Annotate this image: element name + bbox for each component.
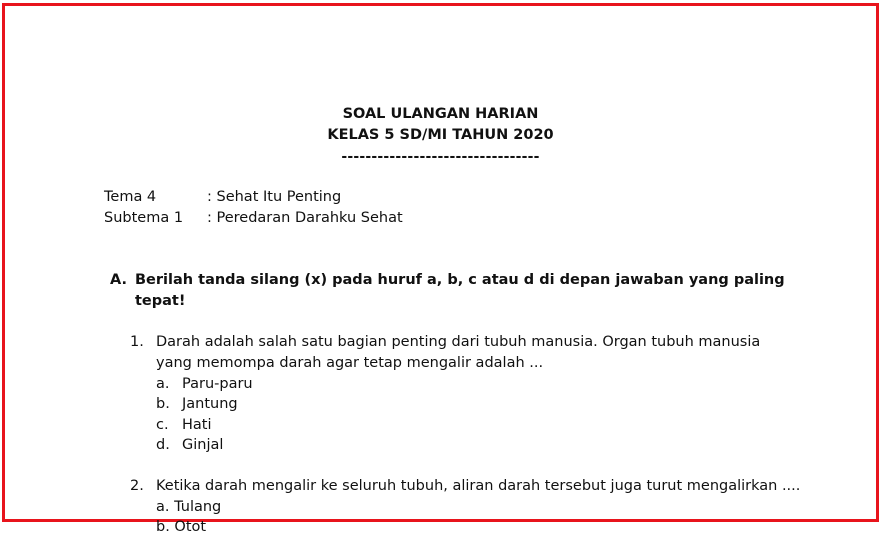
meta-label-subtema: Subtema 1 [104,210,184,226]
question-number: 2. [130,478,144,494]
section-letter: A. [110,272,127,288]
meta-value-tema: : Sehat Itu Penting [207,189,342,205]
question-text: Ketika darah mengalir ke seluruh tubuh, aliran darah tersebut juga turut mengalirkan .... [156,478,801,494]
document-page [5,6,876,535]
document-subtitle: KELAS 5 SD/MI TAHUN 2020 [327,127,554,143]
meta-label-tema: Tema 4 [104,189,157,205]
meta-value-subtema: : Peredaran Darahku Sehat [207,210,403,226]
option-text: Ginjal [182,437,224,453]
option-text: Hati [182,417,212,433]
option-text: a. Tulang [156,499,222,515]
question-number: 1. [130,334,144,350]
option-text: Paru-paru [182,376,253,392]
option-letter: d. [156,437,170,453]
option-letter: b. [156,396,170,412]
document-frame [2,3,879,535]
title-rule: --------------------------------- [341,149,540,165]
option-text: Jantung [182,396,238,412]
option-letter: a. [156,376,170,392]
question-text: Darah adalah salah satu bagian penting dari tubuh manusia. Organ tubuh manusia yang memompa darah agar tetap mengalir adalah ... [156,334,761,371]
section-instruction: Berilah tanda silang (x) pada huruf a, b, c atau d di depan jawaban yang paling tepat! [135,272,785,309]
option-letter: c. [156,417,169,433]
option-text: b. Otot [156,519,207,535]
document-title: SOAL ULANGAN HARIAN [342,106,539,122]
